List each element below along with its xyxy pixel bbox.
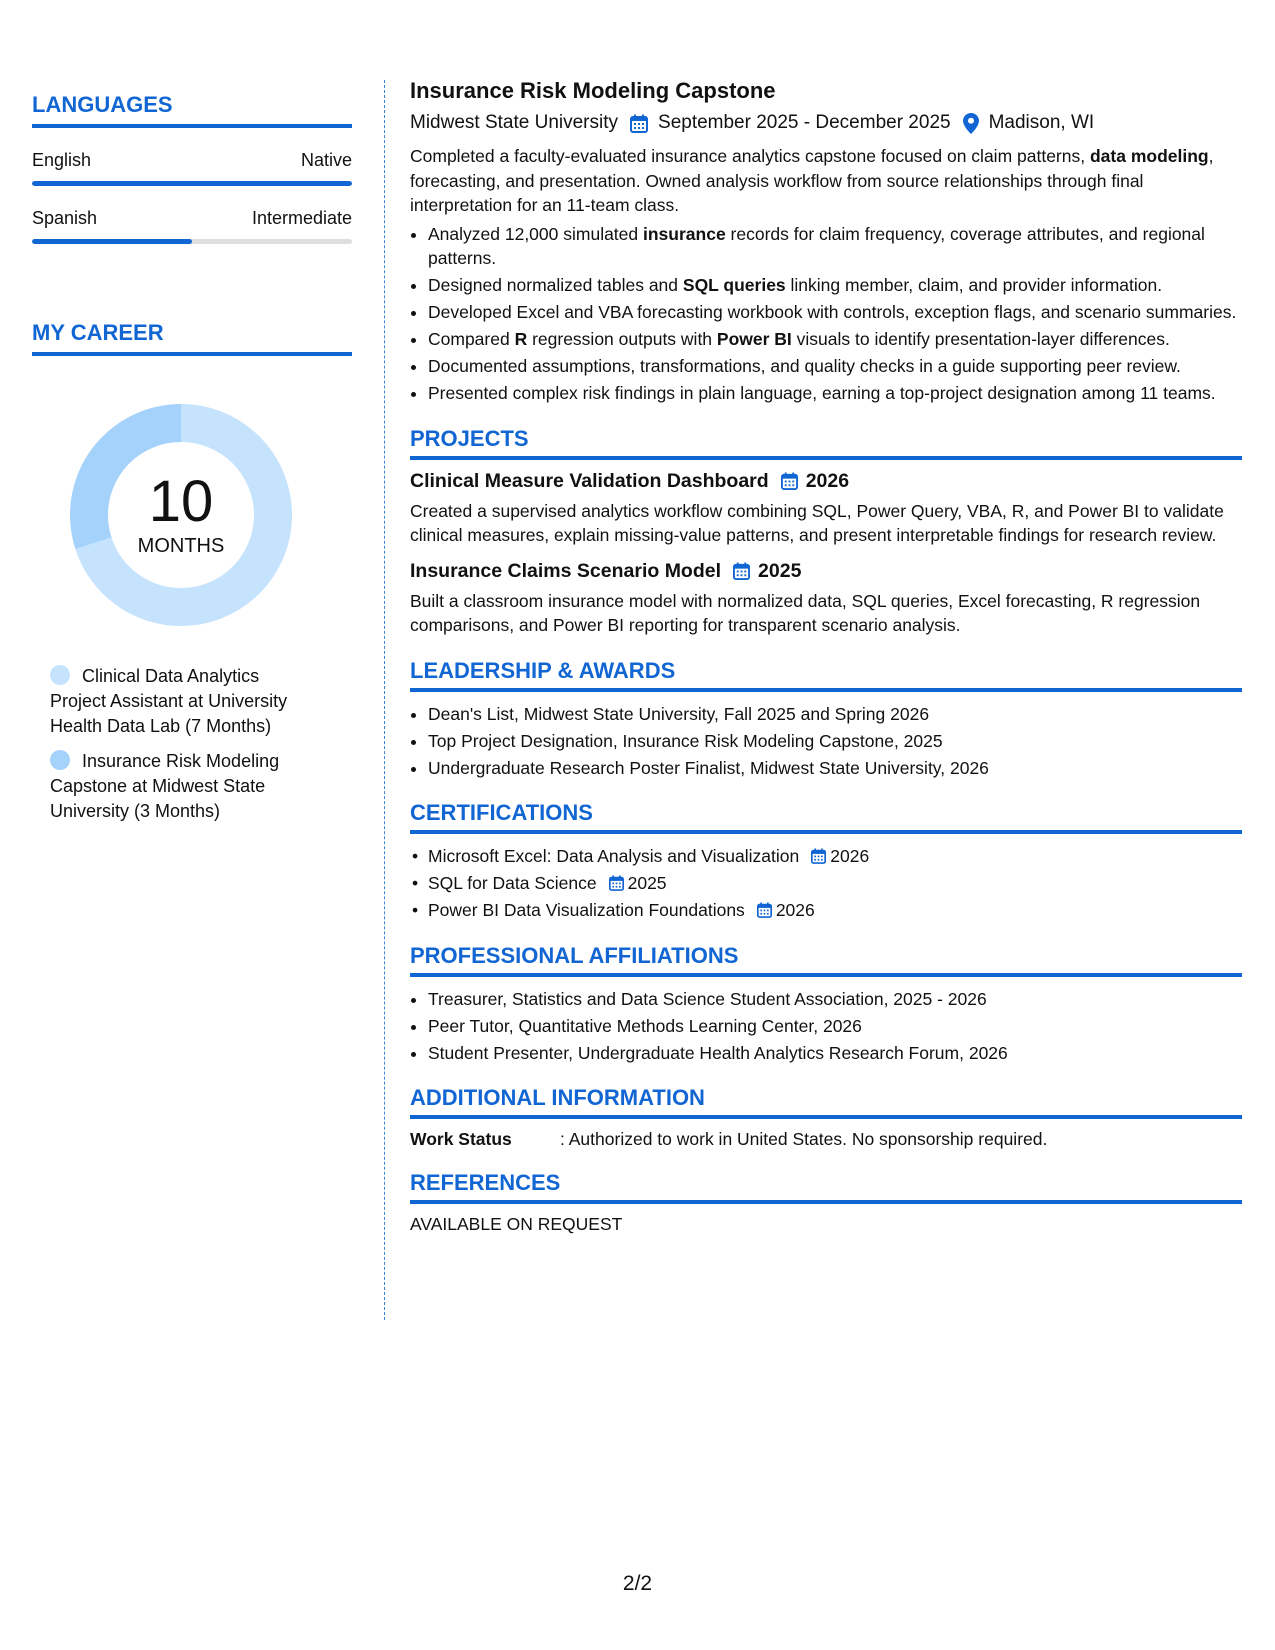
project-item bbox=[410, 560, 1242, 638]
certification-name: • Power BI Data Visualization Foundations bbox=[428, 900, 745, 920]
calendar-icon bbox=[781, 472, 798, 490]
project-year: 2025 bbox=[758, 559, 802, 582]
page-number: 2/2 bbox=[622, 1572, 653, 1595]
experience-org: Midwest State University bbox=[410, 112, 619, 133]
experience-title: Insurance Risk Modeling Capstone bbox=[410, 78, 776, 103]
references-text: AVAILABLE ON REQUEST bbox=[410, 1214, 623, 1234]
additional-info-heading: ADDITIONAL INFORMATION bbox=[410, 1085, 1242, 1119]
language-proficiency-fill bbox=[32, 181, 352, 186]
languages-heading: LANGUAGES bbox=[32, 92, 352, 128]
experience-dates: September 2025 - December 2025 bbox=[658, 112, 951, 133]
list-item: • Peer Tutor, Quantitative Methods Learning Center, 2026 bbox=[428, 1014, 1242, 1039]
legend-dot-icon bbox=[50, 750, 70, 770]
work-status-label: Work Status bbox=[410, 1129, 512, 1149]
location-pin-icon bbox=[963, 113, 979, 134]
calendar-icon bbox=[630, 114, 648, 133]
list-item: • Analyzed 12,000 simulated insurance records for claim frequency, coverage attributes, and regional patterns. bbox=[428, 222, 1242, 271]
project-title: Insurance Claims Scenario Model bbox=[410, 559, 722, 582]
language-name: Spanish bbox=[32, 208, 98, 228]
calendar-icon bbox=[811, 848, 826, 864]
leadership-list bbox=[410, 702, 1242, 781]
list-item: • Top Project Designation, Insurance Risk Modeling Capstone, 2025 bbox=[428, 729, 1242, 754]
list-item: • Presented complex risk findings in plain language, earning a top-project designation among 11 teams. bbox=[428, 381, 1242, 406]
projects-heading: PROJECTS bbox=[410, 426, 1242, 460]
language-item bbox=[32, 150, 352, 186]
language-name: English bbox=[32, 150, 92, 170]
work-status-value: : Authorized to work in United States. No sponsorship required. bbox=[560, 1129, 1048, 1149]
language-level: Intermediate bbox=[251, 208, 352, 228]
language-item bbox=[32, 208, 352, 244]
career-total: 10 bbox=[148, 468, 214, 534]
certifications-list bbox=[410, 844, 1242, 923]
list-item bbox=[428, 898, 1242, 923]
career-legend bbox=[50, 664, 352, 824]
sidebar bbox=[32, 92, 352, 834]
list-item: • Treasurer, Statistics and Data Science Student Association, 2025 - 2026 bbox=[428, 987, 1242, 1012]
main-content bbox=[410, 78, 1242, 1235]
career-unit: MONTHS bbox=[137, 534, 225, 557]
certification-year: 2025 bbox=[627, 873, 667, 893]
language-level: Native bbox=[300, 150, 352, 170]
experience-location: Madison, WI bbox=[988, 112, 1095, 133]
language-proficiency-bar bbox=[32, 239, 352, 244]
legend-label: Clinical Data Analytics Project Assistant at University Health Data Lab (7 Months) bbox=[50, 666, 288, 736]
list-item: • Compared R regression outputs with Power BI visuals to identify presentation-layer differences. bbox=[428, 327, 1242, 352]
column-divider bbox=[384, 80, 385, 1320]
calendar-icon bbox=[609, 875, 624, 891]
project-description: Built a classroom insurance model with normalized data, SQL queries, Excel forecasting, R regression comparisons, and Power BI reporting for transparent scenario analysis. bbox=[410, 590, 1201, 635]
list-item: • Documented assumptions, transformations, and quality checks in a guide supporting peer review. bbox=[428, 354, 1242, 379]
list-item: • Developed Excel and VBA forecasting workbook with controls, exception flags, and scenario summaries. bbox=[428, 300, 1242, 325]
legend-label: Insurance Risk Modeling Capstone at Midwest State University (3 Months) bbox=[50, 751, 280, 821]
list-item: • Student Presenter, Undergraduate Health Analytics Research Forum, 2026 bbox=[428, 1041, 1242, 1066]
list-item bbox=[428, 844, 1242, 869]
leadership-heading: LEADERSHIP & AWARDS bbox=[410, 658, 1242, 692]
certification-name: • SQL for Data Science bbox=[428, 873, 597, 893]
experience-meta bbox=[410, 112, 1242, 134]
career-legend-item bbox=[50, 664, 320, 739]
experience-summary: Completed a faculty-evaluated insurance analytics capstone focused on claim patterns, data modeling, forecasting, and presentation. Owned analysis workflow from source relationships through final interpretation for an 11-team class. bbox=[410, 146, 1214, 215]
experience-bullets bbox=[410, 222, 1242, 406]
certifications-heading: CERTIFICATIONS bbox=[410, 800, 1242, 834]
affiliations-list bbox=[410, 987, 1242, 1066]
project-description: Created a supervised analytics workflow combining SQL, Power Query, VBA, R, and Power BI to validate clinical measures, explain missing-value patterns, and present interpretable findings for research review. bbox=[410, 500, 1224, 545]
list-item: • Dean's List, Midwest State University, Fall 2025 and Spring 2026 bbox=[428, 702, 1242, 727]
list-item bbox=[428, 871, 1242, 896]
project-year: 2026 bbox=[805, 469, 850, 492]
work-status-row bbox=[410, 1129, 1242, 1150]
career-legend-item bbox=[50, 749, 320, 824]
references-heading: REFERENCES bbox=[410, 1170, 1242, 1204]
certification-name: • Microsoft Excel: Data Analysis and Visualization bbox=[428, 846, 800, 866]
language-proficiency-bar bbox=[32, 181, 352, 186]
certification-year: 2026 bbox=[775, 900, 815, 920]
affiliations-heading: PROFESSIONAL AFFILIATIONS bbox=[410, 943, 1242, 977]
list-item: • Undergraduate Research Poster Finalist, Midwest State University, 2026 bbox=[428, 756, 1242, 781]
language-proficiency-fill bbox=[32, 239, 192, 244]
legend-dot-icon bbox=[50, 665, 70, 685]
project-title: Clinical Measure Validation Dashboard bbox=[410, 469, 769, 492]
certification-year: 2026 bbox=[830, 846, 870, 866]
calendar-icon bbox=[757, 902, 772, 918]
project-item bbox=[410, 470, 1242, 548]
career-heading: MY CAREER bbox=[32, 320, 352, 356]
career-donut-chart bbox=[66, 400, 296, 630]
calendar-icon bbox=[733, 562, 750, 580]
list-item: • Designed normalized tables and SQL queries linking member, claim, and provider information. bbox=[428, 273, 1242, 298]
